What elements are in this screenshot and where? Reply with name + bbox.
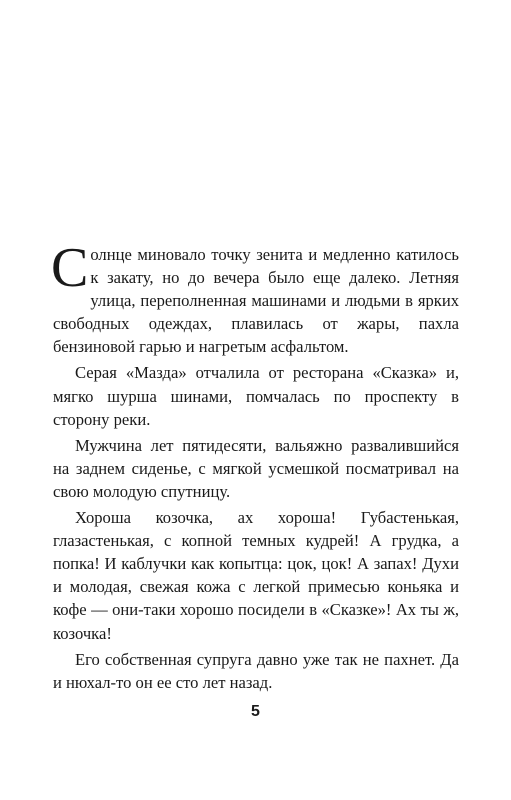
page-number: 5	[251, 703, 260, 720]
paragraph-5: Его собственная супруга давно уже так не пахнет. Да и нюхал-то он ее сто лет назад.	[53, 649, 459, 692]
paragraph-1	[51, 237, 459, 358]
paragraph-2: Серая «Мазда» отчалила от ресторана «Сказка» и, мягко шурша шинами, помчалась по проспекту в сторону реки.	[53, 363, 459, 429]
paragraph-3: Мужчина лет пятидесяти, вальяжно развалившийся на заднем сиденье, с мягкой усмешкой посматривал на свою молодую спутницу.	[53, 435, 459, 501]
drop-cap-letter: С	[51, 237, 89, 299]
body-text	[51, 237, 459, 697]
paragraph-4: Хороша козочка, ах хороша! Губастенькая, глазастенькая, с копной темных кудрей! А грудка, а попка! И каблучки как копытца: цок, цок! А запах! Духи и молодая, свежая кожа с легкой примесью коньяка и кофе — они-таки хорошо посидели в «Сказке»! Ах ты ж, козочка!	[53, 508, 459, 643]
paragraph-1-text: олнце миновало точку зенита и медленно катилось к закату, но до вечера было еще далеко. Летняя улица, переполненная машинами и людьми в ярких свободных одеждах, плавилась от жары, пахла бензиновой гарью и нагретым асфальтом.	[53, 245, 459, 357]
